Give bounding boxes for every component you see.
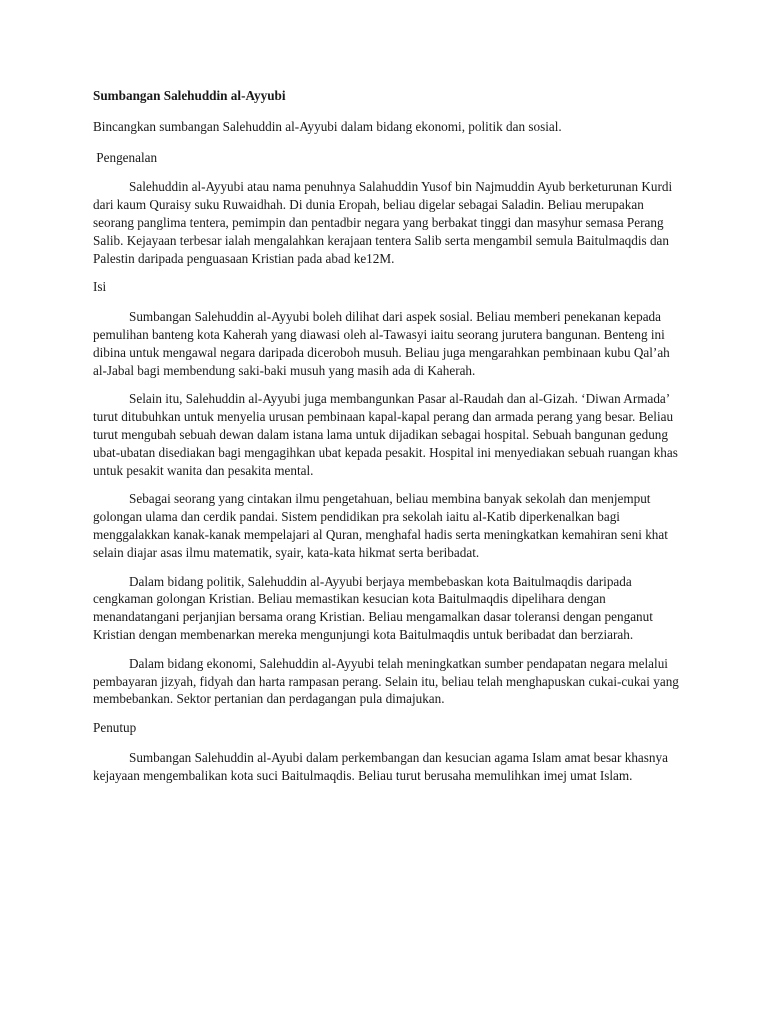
document-title: Sumbangan Salehuddin al-Ayyubi (93, 88, 286, 103)
paragraph-isi-pendidikan: Sebagai seorang yang cintakan ilmu pengetahuan, beliau membina banyak sekolah dan menjemput golongan ulama dan cerdik pandai. Sistem pendidikan pra sekolah iaitu al-Katib diperkenalkan bagi menggalakkan kanak-kanak mempelajari al Quran, menghafal hadis serta meningkatkan kemahiran seni khat selain diajar asas ilmu matematik, syair, kata-kata hikmat serta beribadat. (93, 491, 668, 560)
paragraph-isi-politik: Dalam bidang politik, Salehuddin al-Ayyubi berjaya membebaskan kota Baitulmaqdis daripada cengkaman golongan Kristian. Beliau memastikan kesucian kota Baitulmaqdis dipelihara dengan menandatangani perjanjian bersama orang Kristian. Beliau mengamalkan dasar toleransi dengan penganut Kristian dengan membenarkan mereka mengunjungi kota Baitulmaqdis untuk beribadat dan berziarah. (93, 573, 653, 642)
document-body (93, 87, 683, 796)
section-heading-isi: Isi (93, 279, 107, 295)
paragraph-pengenalan: Salehuddin al-Ayyubi atau nama penuhnya Salahuddin Yusof bin Najmuddin Ayub berketurunan Kurdi dari kaum Quraisy suku Ruwaidhah. Di dunia Eropah, beliau digelar sebagai Saladin. Beliau merupakan seorang panglima tentera, pemimpin dan pentadbir negara yang berbakat tinggi dan masyhur semasa Perang Salib. Kejayaan terbesar ialah mengalahkan kerajaan tentera Salib serta mengambil semula Baitulmaqdis dan Palestin daripada penguasaan Kristian pada abad ke12M. (93, 179, 673, 266)
paragraph-isi-sosial: Sumbangan Salehuddin al-Ayyubi boleh dilihat dari aspek sosial. Beliau memberi penekanan kepada pemulihan banteng kota Kaherah yang diawasi oleh al-Tawasyi iaitu seorang jurutera bangunan. Benteng ini dibina untuk mengawal negara daripada diceroboh musuh. Beliau juga mengarahkan pembinaan kubu Qal’ah al-Jabal bagi membendung saki-baki musuh yang masih ada di Kaherah. (93, 309, 670, 378)
paragraph-penutup: Sumbangan Salehuddin al-Ayubi dalam perkembangan dan kesucian agama Islam amat besar khasnya kejayaan mengembalikan kota suci Baitulmaqdis. Beliau turut berusaha memulihkan imej umat Islam. (93, 749, 668, 783)
paragraph-isi-pasar-hospital: Selain itu, Salehuddin al-Ayyubi juga membangunkan Pasar al-Raudah dan al-Gizah. ‘Diwan Armada’ turut ditubuhkan untuk menyelia urusan pembinaan kapal-kapal perang dan armada perang yang besar. Beliau turut mengubah sebuah dewan dalam istana lama untuk dijadikan sebagai hospital. Sebuah bangunan gedung ubat-ubatan disediakan bagi mengagihkan ubat kepada pesakit. Hospital ini menyediakan sebuah ruangan khas untuk pesakit wanita dan pesakita mental. (93, 391, 678, 478)
paragraph-isi-ekonomi: Dalam bidang ekonomi, Salehuddin al-Ayyubi telah meningkatkan sumber pendapatan negara melalui pembayaran jizyah, fidyah dan harta rampasan perang. Selain itu, beliau telah menghapuskan cukai-cukai yang membebankan. Sektor pertanian dan perdagangan pula dimajukan. (93, 655, 679, 707)
section-heading-pengenalan: Pengenalan (93, 149, 158, 165)
essay-question: Bincangkan sumbangan Salehuddin al-Ayyubi dalam bidang ekonomi, politik dan sosial. (93, 118, 562, 134)
section-heading-penutup: Penutup (93, 720, 137, 736)
